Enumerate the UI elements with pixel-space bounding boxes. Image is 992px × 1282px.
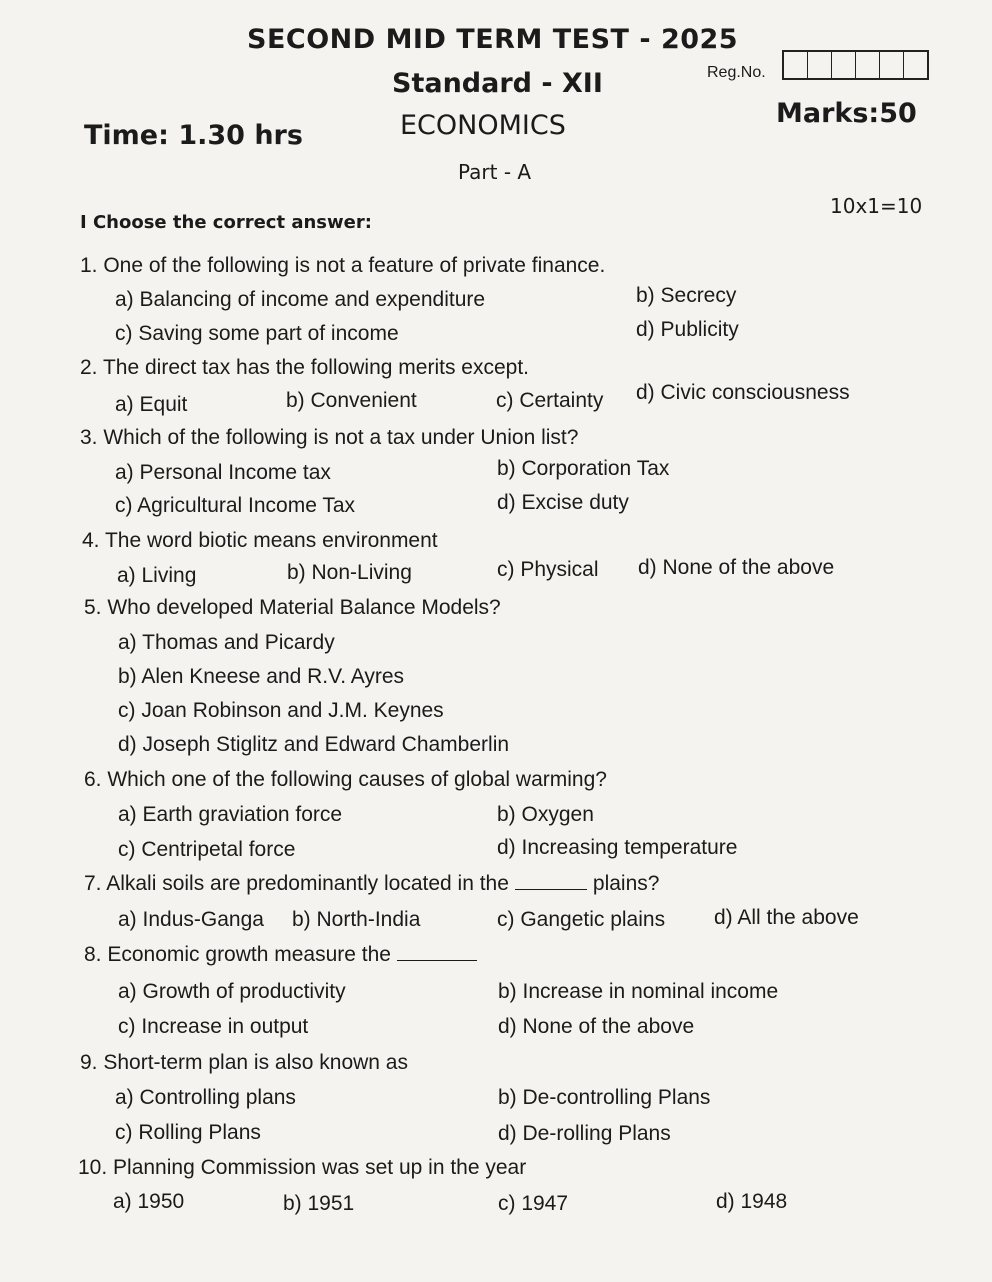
q7-option-d: d) All the above bbox=[714, 906, 859, 929]
q1-option-c: c) Saving some part of income bbox=[115, 322, 399, 345]
q8-option-b: b) Increase in nominal income bbox=[498, 980, 779, 1003]
question-7 bbox=[84, 872, 659, 896]
q9-option-c: c) Rolling Plans bbox=[115, 1121, 261, 1144]
q8-option-c: c) Increase in output bbox=[118, 1015, 309, 1038]
q8-option-a: a) Growth of productivity bbox=[118, 980, 346, 1003]
question-8 bbox=[84, 943, 477, 967]
question-10: 10. Planning Commission was set up in the year bbox=[78, 1156, 527, 1179]
question-7-blank bbox=[515, 889, 587, 890]
q7-option-c: c) Gangetic plains bbox=[497, 908, 666, 931]
question-8-text: 8. Economic growth measure the bbox=[84, 943, 391, 966]
question-7-text-before: 7. Alkali soils are predominantly located in the bbox=[84, 872, 509, 895]
standard-label: Standard - XII bbox=[392, 68, 603, 99]
q1-option-d: d) Publicity bbox=[636, 318, 739, 341]
reg-no-label: Reg.No. bbox=[707, 64, 766, 81]
reg-no-boxes bbox=[782, 50, 929, 80]
q2-option-c: c) Certainty bbox=[496, 389, 604, 412]
q2-option-a: a) Equit bbox=[115, 393, 188, 416]
question-5: 5. Who developed Material Balance Models? bbox=[84, 596, 501, 619]
q6-option-b: b) Oxygen bbox=[497, 803, 594, 826]
q3-option-c: c) Agricultural Income Tax bbox=[115, 494, 356, 517]
q4-option-d: d) None of the above bbox=[638, 556, 835, 579]
q9-option-d: d) De-rolling Plans bbox=[498, 1122, 671, 1145]
exam-title: SECOND MID TERM TEST - 2025 bbox=[247, 24, 739, 55]
q10-option-a: a) 1950 bbox=[113, 1190, 185, 1213]
q4-option-a: a) Living bbox=[117, 564, 197, 587]
q7-option-a: a) Indus-Ganga bbox=[118, 908, 264, 931]
q6-option-d: d) Increasing temperature bbox=[497, 836, 738, 859]
section-scoring: 10x1=10 bbox=[830, 194, 923, 218]
q6-option-a: a) Earth graviation force bbox=[118, 803, 343, 826]
q1-option-b: b) Secrecy bbox=[636, 284, 737, 307]
q5-option-c: c) Joan Robinson and J.M. Keynes bbox=[118, 699, 444, 722]
q5-option-a: a) Thomas and Picardy bbox=[118, 631, 335, 654]
q3-option-a: a) Personal Income tax bbox=[115, 461, 331, 484]
q2-option-d: d) Civic consciousness bbox=[636, 381, 850, 404]
question-9: 9. Short-term plan is also known as bbox=[80, 1051, 408, 1074]
q4-option-b: b) Non-Living bbox=[287, 561, 412, 584]
question-7-text-after: plains? bbox=[592, 872, 660, 895]
q2-option-b: b) Convenient bbox=[286, 389, 417, 412]
q3-option-d: d) Excise duty bbox=[497, 491, 629, 514]
q7-option-b: b) North-India bbox=[292, 908, 421, 931]
q10-option-c: c) 1947 bbox=[498, 1192, 569, 1215]
question-6: 6. Which one of the following causes of global warming? bbox=[84, 768, 607, 791]
subject-label: ECONOMICS bbox=[400, 110, 566, 141]
question-4: 4. The word biotic means environment bbox=[82, 529, 438, 552]
q5-option-d: d) Joseph Stiglitz and Edward Chamberlin bbox=[118, 733, 510, 756]
q5-option-b: b) Alen Kneese and R.V. Ayres bbox=[118, 665, 405, 688]
question-1: 1. One of the following is not a feature of private finance. bbox=[80, 254, 606, 277]
q9-option-a: a) Controlling plans bbox=[115, 1086, 296, 1109]
q8-option-d: d) None of the above bbox=[498, 1015, 695, 1038]
q10-option-d: d) 1948 bbox=[716, 1190, 788, 1213]
marks-label: Marks:50 bbox=[776, 98, 917, 129]
q9-option-b: b) De-controlling Plans bbox=[498, 1086, 711, 1109]
q3-option-b: b) Corporation Tax bbox=[497, 457, 670, 480]
q6-option-c: c) Centripetal force bbox=[118, 838, 296, 861]
question-8-blank bbox=[397, 960, 477, 961]
time-label: Time: 1.30 hrs bbox=[84, 120, 303, 151]
section-instruction: I Choose the correct answer: bbox=[80, 212, 372, 233]
part-label: Part - A bbox=[458, 160, 532, 184]
q4-option-c: c) Physical bbox=[497, 558, 599, 581]
question-2: 2. The direct tax has the following merits except. bbox=[80, 356, 529, 379]
q1-option-a: a) Balancing of income and expenditure bbox=[115, 288, 486, 311]
q10-option-b: b) 1951 bbox=[283, 1192, 355, 1215]
question-3: 3. Which of the following is not a tax under Union list? bbox=[80, 426, 579, 449]
